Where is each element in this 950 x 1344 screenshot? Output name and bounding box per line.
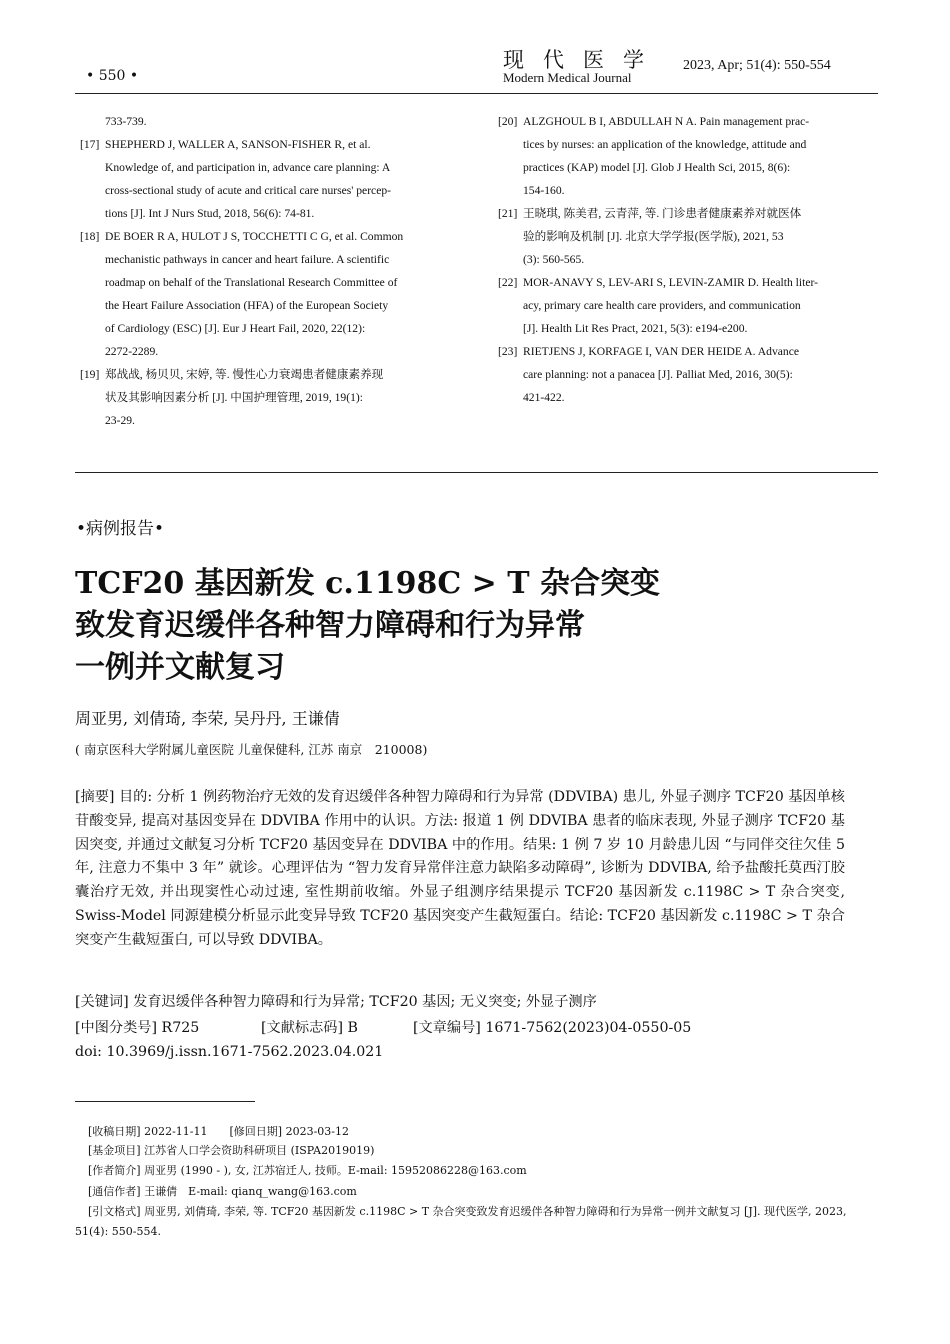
reference-number: [23]	[498, 345, 518, 358]
reference-text: (3): 560-565.	[523, 253, 585, 266]
reference-text: 733-739.	[105, 115, 147, 128]
reference-number: [20]	[498, 115, 518, 128]
reference-text: of Cardiology (ESC) [J]. Eur J Heart Fail, 2020, 22(12):	[105, 322, 366, 335]
reference-text: mechanistic pathways in cancer and heart failure. A scientific	[105, 253, 390, 266]
reference-text: roadmap on behalf of the Translational Research Committee of	[105, 276, 398, 289]
reference-line	[80, 133, 462, 156]
reference-line	[80, 248, 462, 271]
journal-title-cn: 现代医学	[503, 48, 663, 72]
reference-line	[498, 110, 878, 133]
article-number: [文章编号] 1671-7562(2023)04-0550-05	[413, 1020, 692, 1036]
reference-line	[80, 386, 462, 409]
reference-text: 154-160.	[523, 184, 565, 197]
reference-number: [19]	[80, 368, 100, 381]
reference-line	[498, 225, 878, 248]
reference-text: tions [J]. Int J Nurs Stud, 2018, 56(6): 74-81.	[105, 207, 315, 220]
abstract: [摘要] 目的: 分析 1 例药物治疗无效的发育迟缓伴各种智力障碍和行为异常 (DDVIBA) 患儿, 外显子测序 TCF20 基因单核苷酸变异, 提高对基因变异在 DDVIBA 作用中的认识。方法: 报道 1 例 DDVIBA 患者的临床表现, 外显子测序 TCF20 基因突变, 并通过文献复习分析 TCF20 基因变异在 DDVIBA 中的作用。结果: 1 例 7 岁 10 月龄患儿因 “与同伴交往欠佳 5 年, 注意力不集中 3 年” 就诊。心理评估为 “智力发育异常伴注意力缺陷多动障碍”, 诊断为 DDVIBA, 给予盐酸托莫西汀胶囊治疗无效, 并出现窦性心动过速, 室性期前收缩。外显子组测序结果提示 TCF20 基因新发 c.1198C > T 杂合突变, Swiss-Model 同源建模分析显示此变异导致 TCF20 基因突变产生截短蛋白。结论: TCF20 基因新发 c.1198C > T 杂合突变产生截短蛋白, 可以导致 DDVIBA。	[75, 789, 845, 948]
reference-line	[80, 363, 462, 386]
reference-line	[498, 179, 878, 202]
reference-number: [17]	[80, 138, 100, 151]
journal-citation-info: 2023, Apr; 51(4): 550-554	[683, 58, 831, 73]
reference-text: tices by nurses: an application of the knowledge, attitude and	[523, 138, 807, 151]
reference-text: cross-sectional study of acute and critical care nurses' percep-	[105, 184, 392, 197]
document-code: [文献标志码] B	[261, 1020, 358, 1036]
section-divider	[75, 472, 878, 473]
reference-line	[498, 294, 878, 317]
reference-line	[498, 202, 878, 225]
reference-line	[80, 294, 462, 317]
title-line: 一例并文献复习	[75, 650, 285, 685]
section-label: •病例报告•	[76, 519, 165, 539]
header-rule	[75, 93, 878, 94]
reference-text: 王晓琪, 陈美君, 云青萍, 等. 门诊患者健康素养对就医体	[523, 207, 802, 220]
page-number: • 550 •	[86, 68, 139, 84]
reference-line	[498, 317, 878, 340]
reference-line	[498, 156, 878, 179]
reference-line	[80, 409, 462, 432]
author-list: 周亚男, 刘倩琦, 李荣, 吴丹丹, 王谦倩	[75, 709, 340, 728]
reference-text: care planning: not a panacea [J]. Palliat Med, 2016, 30(5):	[523, 368, 793, 381]
reference-text: ALZGHOUL B I, ABDULLAH N A. Pain management prac-	[523, 115, 810, 128]
footnote-corresponding: [通信作者] 王谦倩 E-mail: qianq_wang@163.com	[88, 1185, 357, 1198]
reference-line	[80, 225, 462, 248]
reference-line	[498, 340, 878, 363]
reference-text: practices (KAP) model [J]. Glob J Health Sci, 2015, 8(6):	[523, 161, 791, 174]
reference-text: 验的影响及机制 [J]. 北京大学学报(医学版), 2021, 53	[523, 230, 784, 243]
footnote-citation: [引文格式] 周亚男, 刘倩琦, 李荣, 等. TCF20 基因新发 c.1198C > T 杂合突变致发育迟缓伴各种智力障碍和行为异常一例并文献复习 [J]. 现代医学, 2023, 51(4): 550-554.	[75, 1205, 847, 1238]
reference-line	[498, 133, 878, 156]
reference-text: RIETJENS J, KORFAGE I, VAN DER HEIDE A. Advance	[523, 345, 799, 358]
keywords: [关键词] 发育迟缓伴各种智力障碍和行为异常; TCF20 基因; 无义突变; 外显子测序	[75, 994, 597, 1010]
reference-line	[80, 271, 462, 294]
footnote-fund: [基金项目] 江苏省人口学会资助科研项目 (ISPA2019019)	[88, 1144, 375, 1157]
reference-text: SHEPHERD J, WALLER A, SANSON-FISHER R, et al.	[105, 138, 371, 151]
references-right-column	[498, 110, 878, 409]
reference-text: 2272-2289.	[105, 345, 159, 358]
reference-number: [22]	[498, 276, 518, 289]
reference-text: [J]. Health Lit Res Pract, 2021, 5(3): e194-e200.	[523, 322, 748, 335]
title-line: TCF20 基因新发 c.1198C > T 杂合突变	[75, 566, 661, 601]
article-title	[75, 563, 695, 689]
reference-number: [18]	[80, 230, 100, 243]
reference-line	[498, 363, 878, 386]
footnote-author-bio: [作者简介] 周亚男 (1990 - ), 女, 江苏宿迁人, 技师。E-mail: 15952086228@163.com	[88, 1164, 527, 1177]
title-line: 致发育迟缓伴各种智力障碍和行为异常	[75, 608, 585, 643]
reference-number: [21]	[498, 207, 518, 220]
reference-line	[80, 156, 462, 179]
reference-text: 23-29.	[105, 414, 135, 427]
reference-text: 状及其影响因素分析 [J]. 中国护理管理, 2019, 19(1):	[105, 391, 363, 404]
reference-text: Knowledge of, and participation in, advance care planning: A	[105, 161, 391, 174]
reference-text: 郑战战, 杨贝贝, 宋婷, 等. 慢性心力衰竭患者健康素养现	[105, 368, 384, 381]
reference-line	[498, 271, 878, 294]
classification-line	[75, 1017, 691, 1037]
reference-line	[80, 340, 462, 363]
reference-text: MOR-ANAVY S, LEV-ARI S, LEVIN-ZAMIR D. Health liter-	[523, 276, 818, 289]
reference-text: acy, primary care health care providers, and communication	[523, 299, 801, 312]
footnote-rule	[75, 1101, 255, 1102]
doi: doi: 10.3969/j.issn.1671-7562.2023.04.021	[75, 1044, 384, 1060]
reference-line	[80, 179, 462, 202]
journal-title-en: Modern Medical Journal	[503, 70, 632, 85]
reference-line	[498, 248, 878, 271]
footnote-dates: [收稿日期] 2022-11-11 [修回日期] 2023-03-12	[88, 1125, 350, 1138]
references-left-column	[80, 110, 462, 432]
reference-line	[498, 386, 878, 409]
reference-line	[80, 317, 462, 340]
reference-text: 421-422.	[523, 391, 565, 404]
reference-line	[80, 202, 462, 225]
reference-text: the Heart Failure Association (HFA) of the European Society	[105, 299, 389, 312]
reference-text: DE BOER R A, HULOT J S, TOCCHETTI C G, et al. Common	[105, 230, 404, 243]
reference-line	[80, 110, 462, 133]
clc-number: [中图分类号] R725	[75, 1020, 200, 1036]
affiliation: ( 南京医科大学附属儿童医院 儿童保健科, 江苏 南京 210008)	[75, 742, 428, 757]
